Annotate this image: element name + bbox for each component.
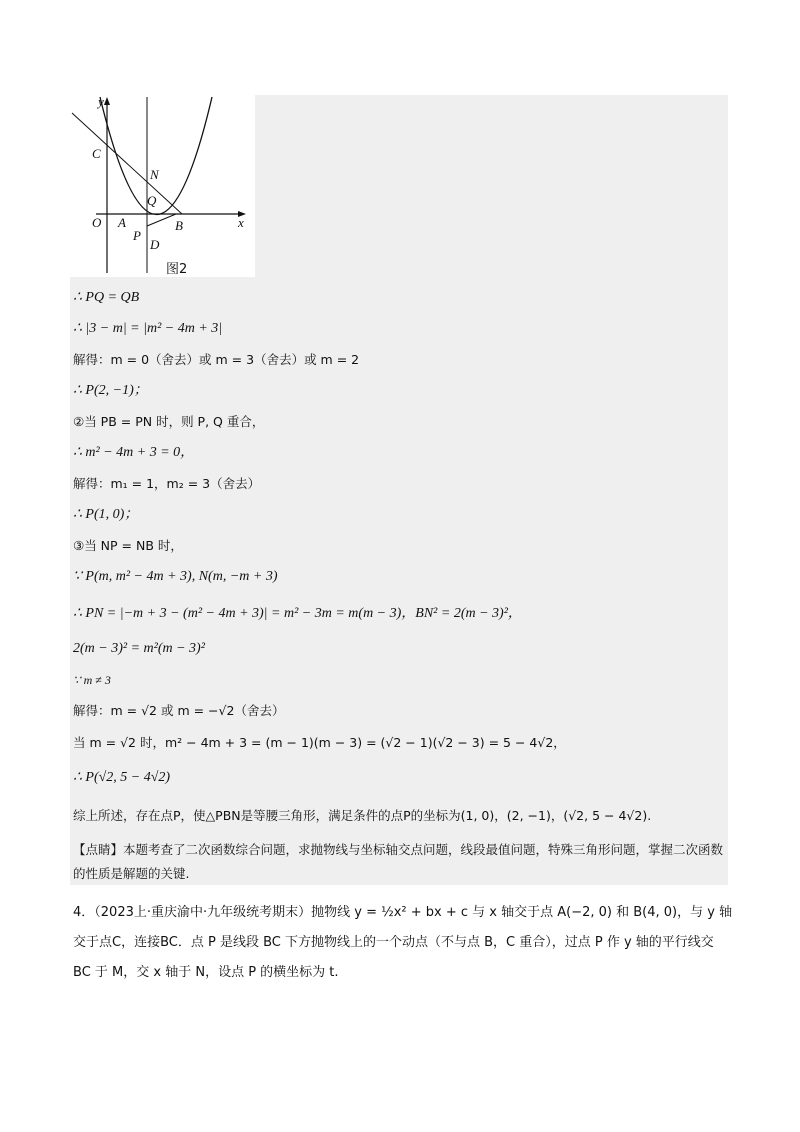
parabola-figure xyxy=(70,95,255,277)
label-b: B xyxy=(175,218,183,233)
label-p: P xyxy=(133,228,141,243)
label-c: C xyxy=(92,146,101,161)
label-d: D xyxy=(150,237,160,252)
question-4: 4．（2023上·重庆渝中·九年级统考期末）抛物线 y = ½x² + bx + c 与 x 轴交于点 A(−2, 0) 和 B(4, 0)，与 y 轴交于点C，连接BC．点 P 是线段 BC 下方抛物线上的一个动点（不与点 B，C 重合），过点 P 作 y 轴的平行线交 BC 于 M，交 x 轴于 N，设点 P 的横坐标为 t. xyxy=(73,905,733,980)
solution-line-14: 解得：m = √2 或 m = −√2（舍去） xyxy=(73,703,285,718)
solution-line-13: ∵ m ≠ 3 xyxy=(73,673,111,687)
label-a: A xyxy=(118,215,126,230)
segment-pb xyxy=(147,214,176,226)
solution-line-10: ∵ P(m, m² − 4m + 3), N(m, −m + 3) xyxy=(73,569,278,584)
label-x: x xyxy=(238,215,244,230)
solution-line-15: 当 m = √2 时，m² − 4m + 3 = (m − 1)(m − 3) = (√2 − 1)(√2 − 3) = 5 − 4√2， xyxy=(73,735,566,750)
line-bc xyxy=(72,113,182,214)
solution-line-5: ②当 PB = PN 时，则 P, Q 重合， xyxy=(73,414,265,429)
label-n: N xyxy=(150,167,159,182)
solution-line-2: ∴ |3 − m| = |m² − 4m + 3| xyxy=(73,321,223,336)
y-axis-arrow-icon xyxy=(104,97,110,105)
label-q: Q xyxy=(147,193,157,208)
solution-line-12: 2(m − 3)² = m²(m − 3)² xyxy=(73,641,205,656)
solution-line-4: ∴ P(2, −1)； xyxy=(73,383,148,398)
solution-conclusion: 综上所述，存在点P，使△PBN是等腰三角形，满足条件的点P的坐标为(1, 0)，(2, −1)，(√2, 5 − 4√2). xyxy=(73,808,652,823)
solution-line-16: ∴ P(√2, 5 − 4√2) xyxy=(73,770,171,785)
solution-line-8: ∴ P(1, 0)； xyxy=(73,507,139,522)
parabola-diagram xyxy=(70,95,255,277)
solution-key-point: 【点睛】本题考查了二次函数综合问题，求抛物线与坐标轴交点问题，线段最值问题，特殊三角形问题，掌握二次函数的性质是解题的关键. xyxy=(73,842,724,881)
solution-line-3: 解得：m = 0（舍去）或 m = 3（舍去）或 m = 2 xyxy=(73,352,360,367)
solution-line-6: ∴ m² − 4m + 3 = 0， xyxy=(73,445,195,460)
figure-caption: 图2 xyxy=(166,262,188,277)
solution-line-9: ③当 NP = NB 时， xyxy=(73,538,183,553)
solution-line-11: ∴ PN = |−m + 3 − (m² − 4m + 3)| = m² − 3m = m(m − 3)，BN² = 2(m − 3)²， xyxy=(73,606,522,621)
label-o: O xyxy=(92,215,102,230)
solution-line-7: 解得：m₁ = 1，m₂ = 3（舍去） xyxy=(73,476,261,491)
label-y: y xyxy=(98,94,104,109)
solution-line-1: ∴ PQ = QB xyxy=(73,290,140,305)
